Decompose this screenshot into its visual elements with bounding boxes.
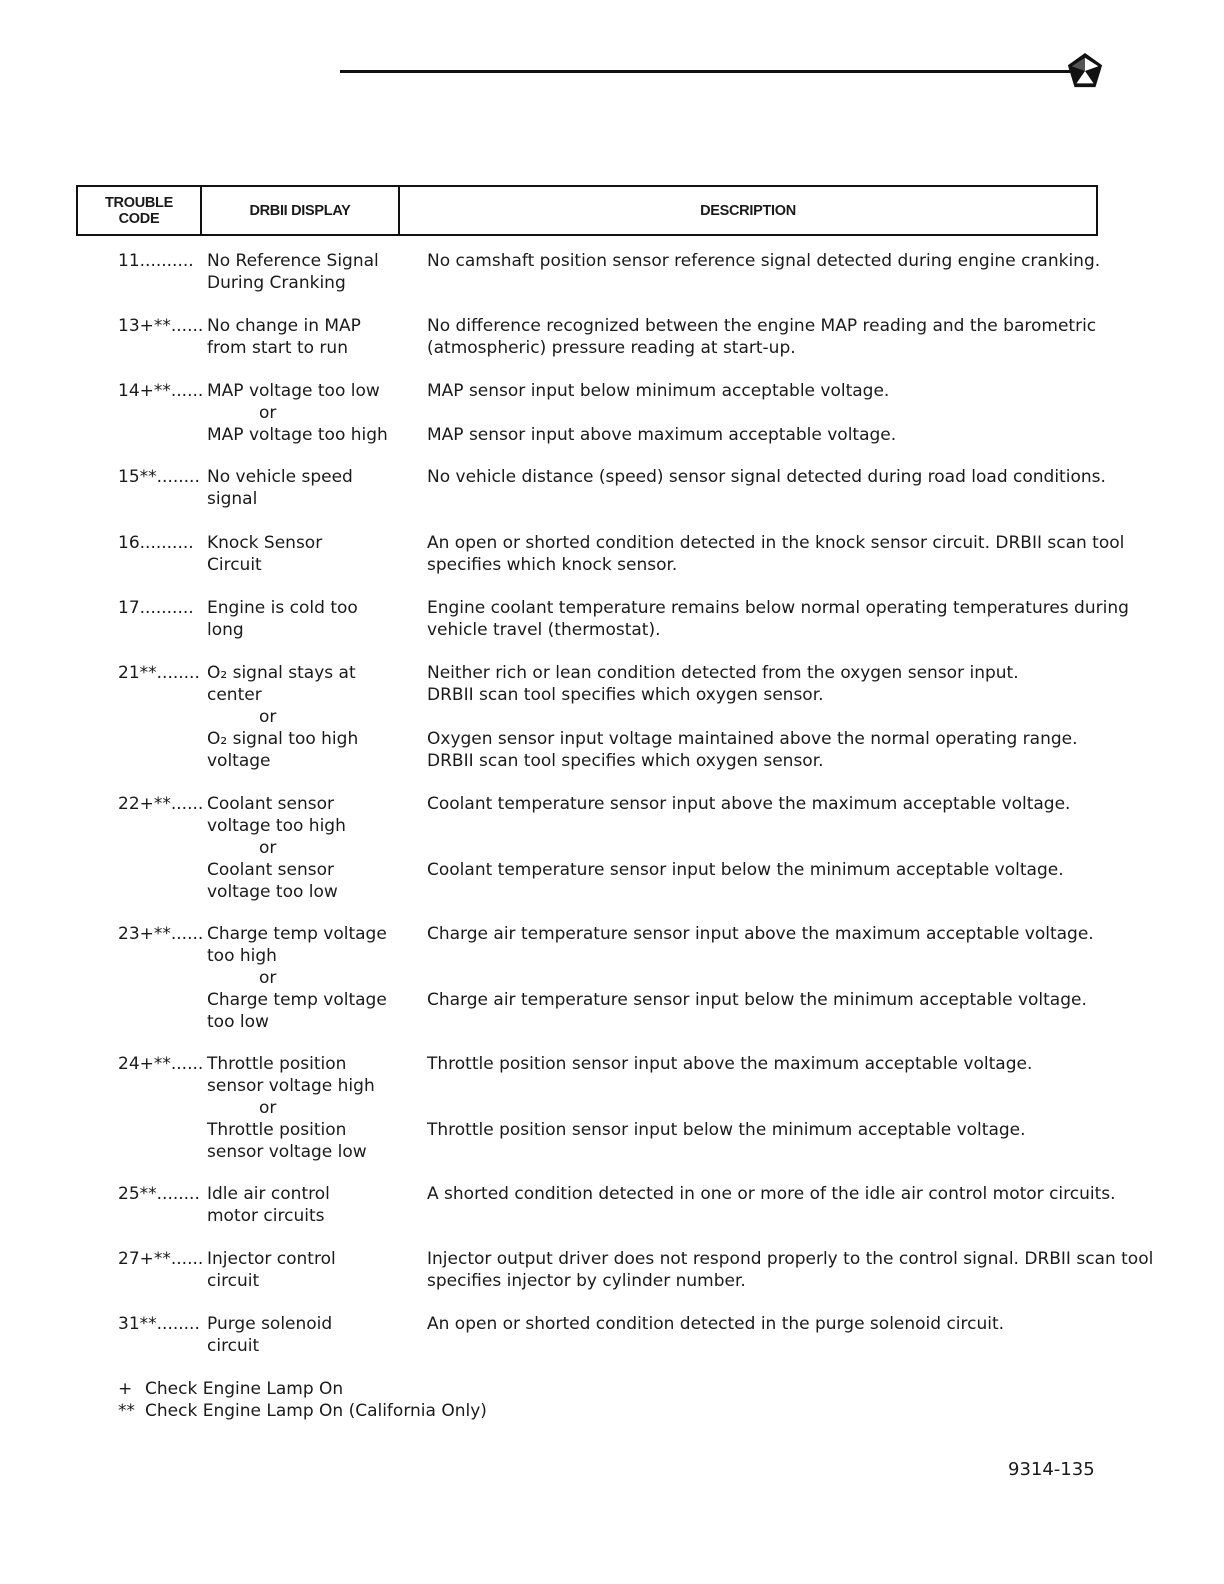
drbii-display [207,1053,407,1163]
display-line: During Cranking [207,273,346,293]
display-line: circuit [207,1336,260,1356]
drbii-display [207,1313,407,1357]
drbii-display [207,1183,407,1227]
display-line: MAP voltage too high [207,425,388,445]
trouble-code: 27+**...... [118,1249,204,1269]
description-line: Neither rich or lean condition detected from the oxygen sensor input. [427,663,1019,683]
drbii-display [207,662,407,772]
display-line: O₂ signal stays at [207,663,356,683]
description-line: DRBII scan tool specifies which oxygen sensor. [427,685,824,705]
display-line: sensor voltage low [207,1142,367,1162]
trouble-code: 24+**...... [118,1054,204,1074]
description-line: Oxygen sensor input voltage maintained above the normal operating range. [427,729,1078,749]
display-line: Charge temp voltage [207,990,387,1010]
display-line: Charge temp voltage [207,924,387,944]
description [427,1053,1077,1141]
display-line: Circuit [207,555,262,575]
description-line: No difference recognized between the engine MAP reading and the barometric [427,316,1097,336]
description-line: Charge air temperature sensor input below the minimum acceptable voltage. [427,990,1087,1010]
pentastar-logo-icon [1066,52,1104,90]
table-header [76,185,1098,236]
display-line: Purge solenoid [207,1314,333,1334]
trouble-code: 31**........ [118,1314,200,1334]
description-line: Throttle position sensor input below the minimum acceptable voltage. [427,1120,1026,1140]
spacer [427,837,1077,859]
header-drbii-display: DRBII DISPLAY [202,187,400,234]
display-line: Engine is cold too [207,598,358,618]
spacer [427,1075,1077,1097]
drbii-display [207,1248,407,1292]
drbii-display [207,793,407,903]
spacer [427,967,1077,989]
description-line: No vehicle distance (speed) sensor signal detected during road load conditions. [427,467,1106,487]
footnotes [118,1378,487,1422]
spacer [427,815,1077,837]
trouble-code: 22+**...... [118,794,204,814]
display-line: signal [207,489,258,509]
description-line: Coolant temperature sensor input above the maximum acceptable voltage. [427,794,1071,814]
drbii-display [207,315,407,359]
description [427,923,1094,1011]
spacer [427,945,1077,967]
description-line: specifies injector by cylinder number. [427,1271,746,1291]
spacer [427,402,1077,424]
header-trouble-code: TROUBLE CODE [78,187,202,234]
display-line: Coolant sensor [207,860,334,880]
display-line: Throttle position [207,1054,347,1074]
header-description: DESCRIPTION [700,202,796,219]
display-line: voltage too low [207,882,338,902]
top-rule [340,70,1072,73]
display-line: No Reference Signal [207,251,379,271]
description-line: A shorted condition detected in one or more of the idle air control motor circuits. [427,1184,1116,1204]
drbii-display [207,923,407,1033]
trouble-code: 15**........ [118,467,200,487]
description-line: DRBII scan tool specifies which oxygen sensor. [427,751,824,771]
trouble-code: 23+**...... [118,924,204,944]
or-separator: or [259,838,277,858]
display-line: center [207,685,262,705]
description [427,315,1097,359]
description-line: An open or shorted condition detected in the purge solenoid circuit. [427,1314,1005,1334]
display-line: too low [207,1012,269,1032]
display-line: O₂ signal too high [207,729,359,749]
spacer [427,1097,1077,1119]
description [427,662,1077,772]
description [427,793,1077,881]
description-line: specifies which knock sensor. [427,555,678,575]
display-line: voltage too high [207,816,346,836]
description [427,532,1125,576]
description [427,1248,1154,1292]
description-line: Coolant temperature sensor input below the minimum acceptable voltage. [427,860,1064,880]
display-line: Knock Sensor [207,533,323,553]
or-separator: or [259,968,277,988]
display-line: MAP voltage too low [207,381,380,401]
footnote: + Check Engine Lamp On [118,1379,344,1399]
drbii-display [207,250,407,294]
display-line: Throttle position [207,1120,347,1140]
or-separator: or [259,403,277,423]
or-separator: or [259,707,277,727]
trouble-code: 25**........ [118,1184,200,1204]
description-line: MAP sensor input above maximum acceptable voltage. [427,425,897,445]
page-number: 9314-135 [1008,1459,1095,1480]
drbii-display [207,597,407,641]
display-line: Idle air control [207,1184,330,1204]
description [427,380,1077,446]
display-line: motor circuits [207,1206,325,1226]
display-line: sensor voltage high [207,1076,375,1096]
display-line: Coolant sensor [207,794,334,814]
display-line: too high [207,946,277,966]
description [427,1183,1116,1205]
description-line: (atmospheric) pressure reading at start-up. [427,338,796,358]
display-line: circuit [207,1271,260,1291]
display-line: Injector control [207,1249,336,1269]
trouble-code: 21**........ [118,663,200,683]
description-line: No camshaft position sensor reference signal detected during engine cranking. [427,251,1101,271]
display-line: voltage [207,751,271,771]
display-line: No change in MAP [207,316,361,336]
description-line: Injector output driver does not respond properly to the control signal. DRBII scan tool [427,1249,1154,1269]
description [427,1313,1077,1335]
description-line: Charge air temperature sensor input above the maximum acceptable voltage. [427,924,1094,944]
description [427,597,1129,641]
description [427,250,1101,272]
trouble-code: 17.......... [118,598,194,618]
trouble-code: 14+**...... [118,381,204,401]
drbii-display [207,466,407,510]
display-line: from start to run [207,338,348,358]
spacer [427,706,1077,728]
description-line: MAP sensor input below minimum acceptable voltage. [427,381,890,401]
description [427,466,1106,488]
description-line: vehicle travel (thermostat). [427,620,661,640]
display-line: long [207,620,244,640]
drbii-display [207,380,407,446]
footnote: ** Check Engine Lamp On (California Only) [118,1401,487,1421]
trouble-code: 11.......... [118,251,194,271]
trouble-code: 13+**...... [118,316,204,336]
description-line: Throttle position sensor input above the maximum acceptable voltage. [427,1054,1033,1074]
description-line: Engine coolant temperature remains below normal operating temperatures during [427,598,1129,618]
trouble-code: 16.......... [118,533,194,553]
drbii-display [207,532,407,576]
description-line: An open or shorted condition detected in the knock sensor circuit. DRBII scan tool [427,533,1125,553]
or-separator: or [259,1098,277,1118]
display-line: No vehicle speed [207,467,353,487]
